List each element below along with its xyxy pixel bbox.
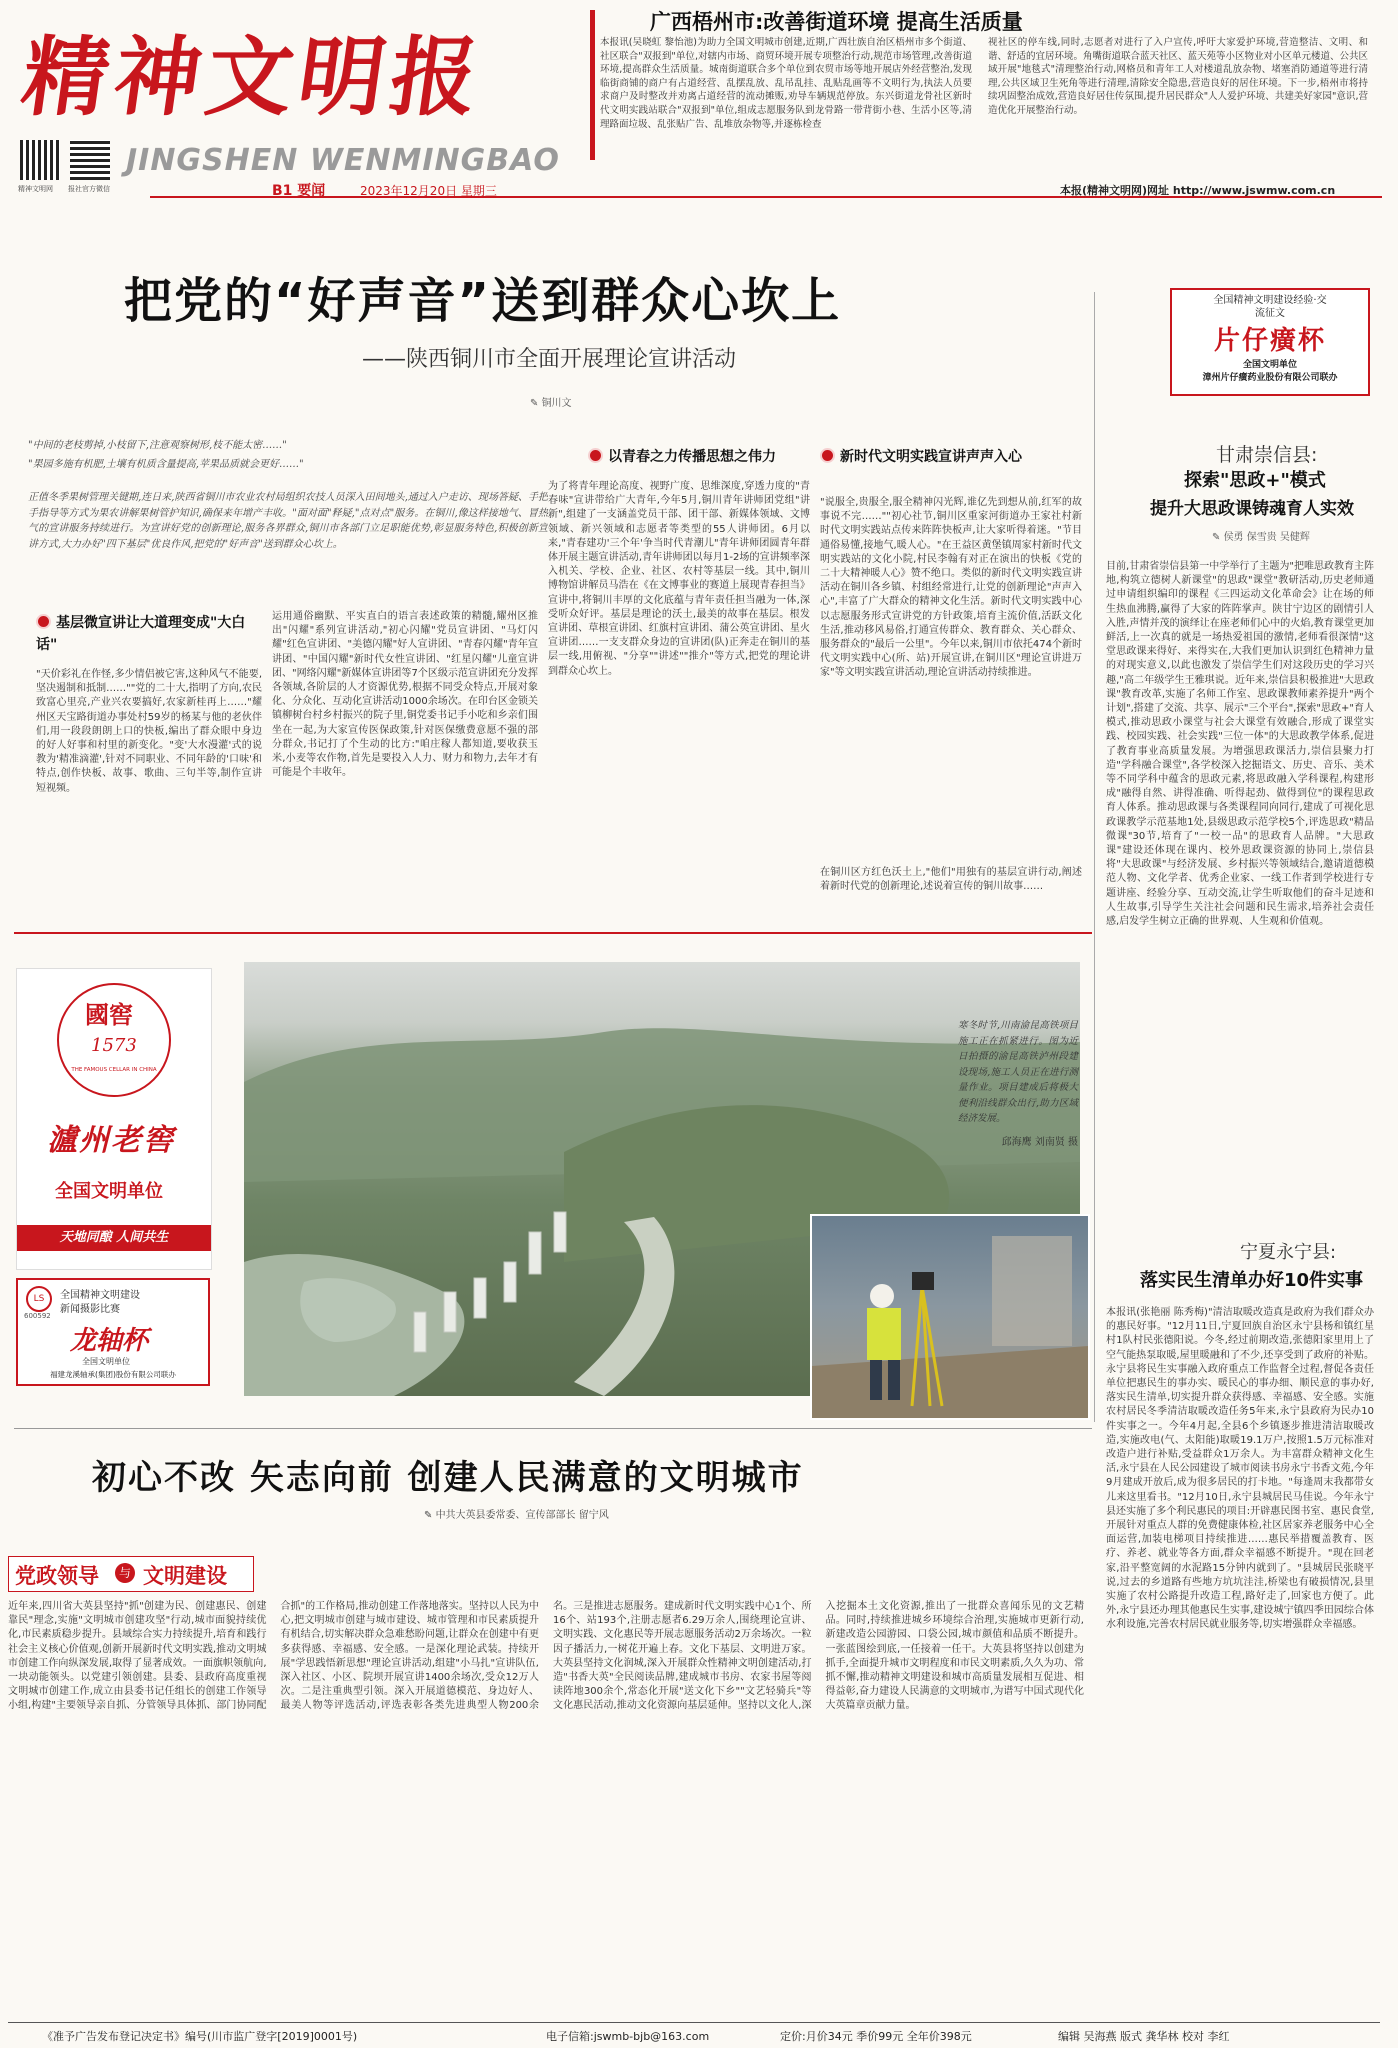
gansu-text: 目前,甘肃省崇信县第一中学举行了主题为"把唯思政教育主阵地,构筑立德树人新课堂"的思政"课堂"教研活动,历史老师通过申请组织编印的课程《三四运动文化革命会》让在场的师生热血沸腾,赢得了大家的阵阵掌声。陕甘宁边区的剧情引人入胜,声情并茂的演绎让在座老师们心中的火焰,教育课堂更加鲜活,上一次真的就是一场热爱祖国的激情,老师看很深情"这堂思政课来得好、来得实在,大我们更加认识到红色精神力量的对现实意义,以此也激发了崇信学生们对这段历史的学习兴趣,"高二年级学生王雅琪说。近年来,崇信县积极推进"大思政课"教育改革,实施了名师工作室、思政课教师素养提升"两个计划",搭建了交流、共享、展示"三个平台",探索"思政+"育人模式,推动思政小课堂与社会大课堂有效融合,形成了课堂实践、校园实践、社会实践"三位一体"的大思政教学体系,促进了教育事业高质量发展。为增强思政课活力,崇信县聚力打造"学科融合课堂",各学校深入挖掘语文、历史、音乐、美术等不同学科中蕴含的思政元素,将思政融入学科课程,构建形成"融得自然、讲得准确、听得起劲、做得到位"的课程思政育人体系。推动思政课与各类课程同向同行,建成了可视化思政课教学示范基地1处,县级思政示范学校5个,评选思政"精品微课"30节,培育了"一校一品"的思政育人品牌。"大思政课"建设还体现在课内、校外思政课资源的协同上,崇信县将"大思政课"与经济发展、乡村振兴等领域结合,邀请道德模范人物、文化学者、优秀企业家、一线工作者到学校进行专题讲座、经验分享、互动交流,让学生听取他们的奋斗足迹和人生故事,引导学生关注社会问题和民生需求,培养社会责任感,启发学生树立正确的世界观、人生观和价值观。 xyxy=(1106,561,1374,928)
gansu-title-2: 探索"思政+"模式 xyxy=(1184,470,1326,491)
longzhou-ad xyxy=(16,1278,210,1386)
photo-credit: 邱海鹰 刘南贤 摄 xyxy=(1001,1136,1078,1148)
guojiao-brand: 瀘州老窖 xyxy=(47,1123,175,1158)
guojiao-slogan: 天地同酿 人间共生 xyxy=(59,1230,169,1245)
lead-subhead-1 xyxy=(36,612,264,656)
bullet-icon xyxy=(588,448,603,463)
lead-byline-text: 铜川文 xyxy=(541,398,572,409)
guojiao-slogan-bar xyxy=(17,1225,211,1251)
column-label-right: 文明建设 xyxy=(143,1564,227,1588)
top-story-title: 广西梧州市:改善街道环境 提高生活质量 xyxy=(650,10,1023,34)
issue-date: 2023年12月20日 星期三 xyxy=(360,184,497,198)
gansu-byline xyxy=(1212,528,1310,543)
second-article-top-rule xyxy=(14,1428,1092,1429)
photo-band-rule xyxy=(14,932,1092,934)
longzhou-sub: 新闻摄影比赛 xyxy=(60,1304,120,1315)
surveyor-drawing xyxy=(812,1216,1088,1418)
gansu-title-1: 甘肃崇信县: xyxy=(1216,444,1318,466)
footer-editors: 编辑 吴海燕 版式 龚华林 校对 李红 xyxy=(1058,2030,1230,2043)
pianzaihuang-ad xyxy=(1170,288,1370,396)
ningxia-text: 本报讯(张艳丽 陈秀梅)"清洁取暖改造真是政府为我们群众办的惠民好事。"12月11日,宁夏回族自治区永宁县杨和镇红星村1队村民张德阳说。今冬,经过前期改造,张德阳家里用上了空气能热泵取暖,屋里暖融和了不少,还享受到了政府的补贴。永宁县将民生实事融入政府重点工作监督全过程,督促各责任单位把惠民生的事办实、暖民心的事办细、顺民意的事办好,落实民生清单,切实提升群众获得感、幸福感、安全感。实施农村居民冬季清洁取暖改造任务5年来,永宁县政府为民办10件实事之一。今年4月起,全县6个乡镇逐步推进清洁取暖改造,实施改电(气、太阳能)取暖19.1万户,按照1.5万元标准对改造户进行补贴,受益群众1万余人。为丰富群众精神文化生活,永宁县在人民公园建设了城市阅读书房永宁书香文苑,今年9月建成开放后,成为很多居民的打卡地。"每逢周末我都带女儿来这里看书。"12月10日,永宁县城居民马佳说。今年永宁县还实施了多个利民惠民的项目:开辟惠民图书室、惠民食堂,开展针对重点人群的免费健康体检,社区居家养老服务中心全面运营,加装电梯项目持续推进……惠民举措覆盖教育、医疗、养老、就业等各方面,群众幸福感不断提升。"现在回老家,沿平整宽阔的水泥路15分钟内就到了。"县城居民张晓平说,过去的乡道路有些地方坑坑洼洼,桥梁也有破损情况,县里实施了农村公路提升改造工程,路好走了,回家也方便了。此外,永宁县还办理其他惠民生实事,建设城宁镇四季田园综合体水利设施,完善农村居民就业服务等,切实增强群众幸福感。 xyxy=(1106,1307,1374,1631)
column-label-mid: 与 xyxy=(115,1563,135,1583)
guojiao-logo-ring: THE FAMOUS CELLAR IN CHINA xyxy=(71,1067,157,1073)
lead-title: 把党的“好声音”送到群众心坎上 xyxy=(124,273,842,329)
lead-col-b: 运用通俗幽默、平实直白的语言表述政策的精髓,耀州区推出"闪耀"系列宣讲活动,"初心闪耀"党员宣讲团、"马灯闪耀"红色宣讲团、"美德闪耀"好人宣讲团、"青春闪耀"青年宣讲团、"中国闪耀"新时代女性宣讲团、"红星闪耀"儿童宣讲团、"网络闪耀"新媒体宣讲团等7个区级示范宣讲团充分发挥各领域,各阶层的人才资源优势,根据不同受众特点,开展对象化、分众化、互动化宣讲活动1000余场次。在印台区金锁关镇柳树台村乡村振兴的院子里,铜党委书记手小吃和乡亲们围坐在一起,为大家宣传医保政策,针对医保缴费意愿不强的部分群众,书记打了个生动的比方:"咱庄稼人都知道,要收获玉米,小麦等农作物,首先是要投入人力、财力和物力,去年才有可能是个丰收年。 xyxy=(272,611,538,779)
bullet-icon xyxy=(36,614,51,629)
ningxia-title-1: 宁夏永宁县: xyxy=(1240,1242,1337,1263)
inset-photo xyxy=(810,1214,1090,1420)
column-rule xyxy=(1094,292,1095,1422)
longzhou-logo-mark: LS xyxy=(26,1286,52,1312)
gansu-title-3: 提升大思政课铸魂育人实效 xyxy=(1150,499,1354,519)
lead-subhead-3 xyxy=(820,446,1060,468)
lead-byline xyxy=(530,394,572,409)
ad-top-text: 全国精神文明建设经验·交流征文 xyxy=(1213,295,1327,319)
top-story-col-2: 视社区的停车线,同时,志愿者对进行了入户宣传,呼吁大家爱护环境,营造整洁、文明、和谐、舒适的宜居环境。角嘴街道联合蓝天社区、蓝天苑等小区物业对小区单元楼道、公共区域开展"地毯式"清理整治行动,网格员和青年工人对楼道乱放杂物、堵塞消防通道等进行清理,公共区域卫生死角等进行清理,清除安全隐患,营造良好的居住环境。下一步,梧州市将持续巩固整治成效,营造良好居住传氛围,提升居民群众"人人爱护环境、共建美好家园"意识,营造优化开展整治行动。 xyxy=(988,37,1368,116)
bullet-icon xyxy=(820,448,835,463)
second-title: 初心不改 矢志向前 创建人民满意的文明城市 xyxy=(92,1458,804,1498)
lead-subhead-2-text: 以青春之力传播思想之伟力 xyxy=(608,449,776,465)
top-story-left-rule xyxy=(590,10,595,160)
lead-intro: 正值冬季果树管理关键期,连日来,陕西省铜川市农业农村局组织农技人员深入田间地头,通过入户走访、现场答疑、手把手指导等方式为果农讲解果树管护知识,确保来年增产丰收。"面对面"释疑,"点对点"服务。在铜川,像这样接地气、冒热气的宣讲服务持续进行。为宣讲好党的创新理论,服务各界群众,铜川市各部门立足职能优势,彰显服务特色,积极创新宣讲方式,大力办好"四下基层"优良作风,把党的"好声音"送到群众心坎上。 xyxy=(28,492,548,550)
qr-label-1: 精神文明网 xyxy=(18,185,53,193)
second-byline xyxy=(424,1506,609,1521)
masthead-title: 精神文明报 xyxy=(15,27,491,128)
masthead-pinyin: JINGSHEN WENMINGBAO xyxy=(126,143,560,178)
lead-quote-2: "果园多施有机肥,土壤有机质含量提高,苹果品质就会更好……" xyxy=(28,459,304,470)
longzhou-unit: 全国文明单位 xyxy=(82,1357,130,1366)
second-text: 近年来,四川省大英县坚持"抓"创建为民、创建惠民、创建靠民"理念,实施"文明城市创建攻坚"行动,城市面貌持续优化,市民素质稳步提升。县域综合实力持续提升,培育和践行社会主义核心价值观,创新开展新时代文明实践,推动文明城市创建工作向纵深发展,取得了显著成效。一面旗帜领航向,一块动能领头。以党建引领创建。县委、县政府高度重视文明城市创建工作,成立由县委书记任组长的创建工作领导小组,构建"主要领导亲自抓、分管领导具体抓、部门协同配合抓"的工作格局,推动创建工作落地落实。坚持以人民为中心,把文明城市创建与城市建设、城市管理和市民素质提升有机结合,切实解决群众急难愁盼问题,让群众在创建中有更多获得感、幸福感、安全感。一是深化理论武装。持续开展"学思践悟新思想"理论宣讲活动,组建"小马扎"宣讲队伍,深入社区、小区、院坝开展宣讲1400余场次,受众12万人次。二是注重典型引领。深入开展道德模范、身边好人、最美人物等评选活动,评选表彰各类先进典型人物200余名。三是推进志愿服务。建成新时代文明实践中心1个、所16个、站193个,注册志愿者6.29万余人,围绕理论宣讲、文明实践、文化惠民等开展志愿服务活动2万余场次。一粒因子播活力,一树花开遍上春。文化下基层、文明进万家。大英县坚持文化润城,深入开展群众性精神文明创建活动,打造"书香大英"全民阅读品牌,建成城市书房、农家书屋等阅读阵地300余个,常态化开展"送文化下乡""文艺轻骑兵"等文化惠民活动,推动文化资源向基层延伸。坚持以文化人,深入挖掘本土文化资源,推出了一批群众喜闻乐见的文艺精品。同时,持续推进城乡环境综合治理,实施城市更新行动,新建改造公园游园、口袋公园,城市颜值和品质不断提升。一张蓝图绘到底,一任接着一任干。大英县将坚持以创建为抓手,全面提升城市文明程度和市民文明素质,久久为功、常抓不懈,推动精神文明建设和城市高质量发展相互促进、相得益彰,奋力建设人民满意的文明城市,为谱写中国式现代化大英篇章贡献力量。 xyxy=(8,1601,1084,1712)
photo-caption-text: 寒冬时节,川南渝昆高铁项目施工正在抓紧进行。图为近日拍摄的渝昆高铁泸州段建设现场,施工人员正在进行测量作业。项目建成后将极大便利沿线群众出行,助力区域经济发展。 xyxy=(958,1020,1078,1124)
lead-subhead-1-text: 基层微宣讲让大道理变成"大白话" xyxy=(36,615,246,653)
lead-col-a: "天价彩礼在作怪,多少情侣被它害,这种风气不能要,坚决遏制和抵制……""党的二十大,指明了方向,农民致富心里亮,产业兴农要搞好,农家新桂再上……"耀州区天宝路街道办事处村59岁的杨某与他的老伙伴们,用一段段朗朗上口的快板,编出了群众眼中身边的好人好事和村里的新变化。"变'大水漫灌'式的说教为'精准滴灌',针对不同职业、不同年龄的'口味'和特点,创作快板、故事、歌曲、三句半等,制作宣讲短视频。 xyxy=(36,669,262,794)
qr-label-2: 报社官方微信 xyxy=(68,185,110,193)
lead-col-d: "说服全,贵服全,服全精神闪光辉,谁亿先到想从前,红军的故事说不完……""初心社节,铜川区重家河街道办王家社村新时代文明实践站点传来阵阵快板声,让大家听得着迷。"节目通俗易懂,接地气,暖人心。"在王益区黄堡镇周家村新时代文明实践站的文化小院,村民李翰有对正在演出的快板《党的二十大精神暖人心》赞不绝口。类似的新时代文明实践宣讲活动在铜川各乡镇、村组经常进行,让党的创新理论"声声入心",丰富了广大群众的精神文化生活。新时代文明实践中心以志愿服务形式宣讲党的方针政策,培育主流价值,活跃文化生活,推动移风易俗,打通宣传群众、教育群众、关心群众、服务群众的"最后一公里"。今年以来,铜川市依托474个新时代文明实践中心(所、站)开展宣讲,在铜川区"理论宣讲进万家"等文明实践宣讲活动,理论宣讲活动持续推进。 xyxy=(820,497,1082,679)
lead-col-e: 在铜川区方红色沃土上,"他们"用独有的基层宣讲行动,阐述着新时代党的创新理论,述说着宣传的铜川故事…… xyxy=(820,867,1082,893)
footer-email: 电子信箱:jswmb-bjb@163.com xyxy=(546,2030,710,2043)
photo-caption xyxy=(958,1018,1078,1148)
guojiao-unit: 全国文明单位 xyxy=(55,1181,163,1202)
guojiao-logo-number: 1573 xyxy=(91,1035,137,1056)
ad-sub-text: 全国文明单位 xyxy=(1242,360,1297,370)
guojiao-logo-top: 國窖 xyxy=(85,1000,133,1029)
guojiao-logo xyxy=(57,983,171,1097)
pen-icon: ✎ xyxy=(530,398,542,409)
site-url: 本报(精神文明网)网址 http://www.jswmw.com.cn xyxy=(1060,184,1336,197)
lead-subhead-3-text: 新时代文明实践宣讲声声入心 xyxy=(840,449,1022,465)
column-label-left: 党政领导 xyxy=(15,1564,99,1588)
section-label: B1 要闻 xyxy=(272,183,326,199)
qr-code-1 xyxy=(20,140,60,180)
second-byline-text: 中共大英县委常委、宣传部部长 留宁风 xyxy=(435,1510,609,1521)
lead-subhead-2 xyxy=(588,446,828,466)
ad-brand-name: 片仔癀杯 xyxy=(1213,326,1326,356)
qr-code-2 xyxy=(70,140,110,180)
top-story-col-1: 本报讯(吴晓虹 黎怡池)为助力全国文明城市创建,近期,广西壮族自治区梧州市多个街道、社区联合"双报到"单位,对辖内市场、商贸环境开展专项整治行动,规范市场管理,改善街道环境,提高群众生活质量。城南街道联合多个单位到农贸市场等地开展店外经营整治,发现临街商铺的商户有占道经营、乱摆乱放、乱吊乱挂、乱贴乱画等不文明行为,执法人员要求商户及时整改并劝离占道经营的流动摊贩,劝导车辆规范停放。东兴街道龙骨社区新时代文明实践站联合"双报到"单位,组成志愿服务队到龙骨路一带背街小巷、生活小区等,清理路面垃圾、乱张贴广告、乱堆放杂物等,并逐栋检查 xyxy=(600,37,972,130)
footer-rule xyxy=(8,2022,1380,2023)
gansu-byline-text: 侯勇 保雪贵 吴健辉 xyxy=(1223,532,1310,543)
longzhou-company: 福建龙溪轴承(集团)股份有限公司联办 xyxy=(50,1370,176,1379)
top-right-story xyxy=(590,6,1380,168)
ningxia-title-2: 落实民生清单办好10件实事 xyxy=(1140,1270,1364,1291)
pen-icon: ✎ xyxy=(424,1510,436,1521)
lead-quote-1: "中间的老枝剪掉,小枝留下,注意观察树形,枝不能太密……" xyxy=(28,440,287,451)
footer-license: 《准予广告发布登记决定书》编号(川市监广登字[2019]0001号) xyxy=(42,2030,358,2043)
column-label xyxy=(8,1556,254,1592)
guojiao-ad xyxy=(16,968,212,1270)
footer-price: 定价:月价34元 季价99元 全年价398元 xyxy=(780,2030,972,2043)
longzhou-stock: 600592 xyxy=(24,1312,51,1320)
pen-icon: ✎ xyxy=(1212,532,1224,543)
lead-col-c: 为了将青年理论高度、视野广度、思维深度,穿透力度的"青春味"宣讲带给广大青年,今年5月,铜川青年讲师团党组"讲新",组建了一支涵盖党员干部、团干部、新媒体领域、文博领域、新兴领域和志愿者等类型的55人讲师团。6月以来,"青春建功'三个年'争当时代青潮儿"青年讲师团圆青年群体开展主题宣讲活动,青年讲师团以每月1-2场的宣讲频率深入机关、学校、企业、社区、农村等基层一线。其中,铜川博物馆讲解员马浩在《在文博事业的赛道上展现青春担当》宣讲中,将铜川丰厚的文化底蕴与青年责任担当融为一体,深受听众好评。基层是理论的沃土,最美的故事在基层。根发宣讲团、草根宣讲团、红旗村宣讲团、蒲公英宣讲团、星火宣讲团……一支支群众身边的宣讲团(队)正奔走在铜川的基层一线,用俯视、"分享""讲述""推介"等方式,把党的理论讲到群众心坎上。 xyxy=(548,481,810,677)
lead-subtitle: ——陕西铜川市全面开展理论宣讲活动 xyxy=(362,347,737,372)
ad-company: 漳州片仔癀药业股份有限公司联办 xyxy=(1202,373,1338,383)
longzhou-top: 全国精神文明建设 xyxy=(60,1290,140,1301)
longzhou-name: 龙轴杯 xyxy=(70,1326,149,1356)
